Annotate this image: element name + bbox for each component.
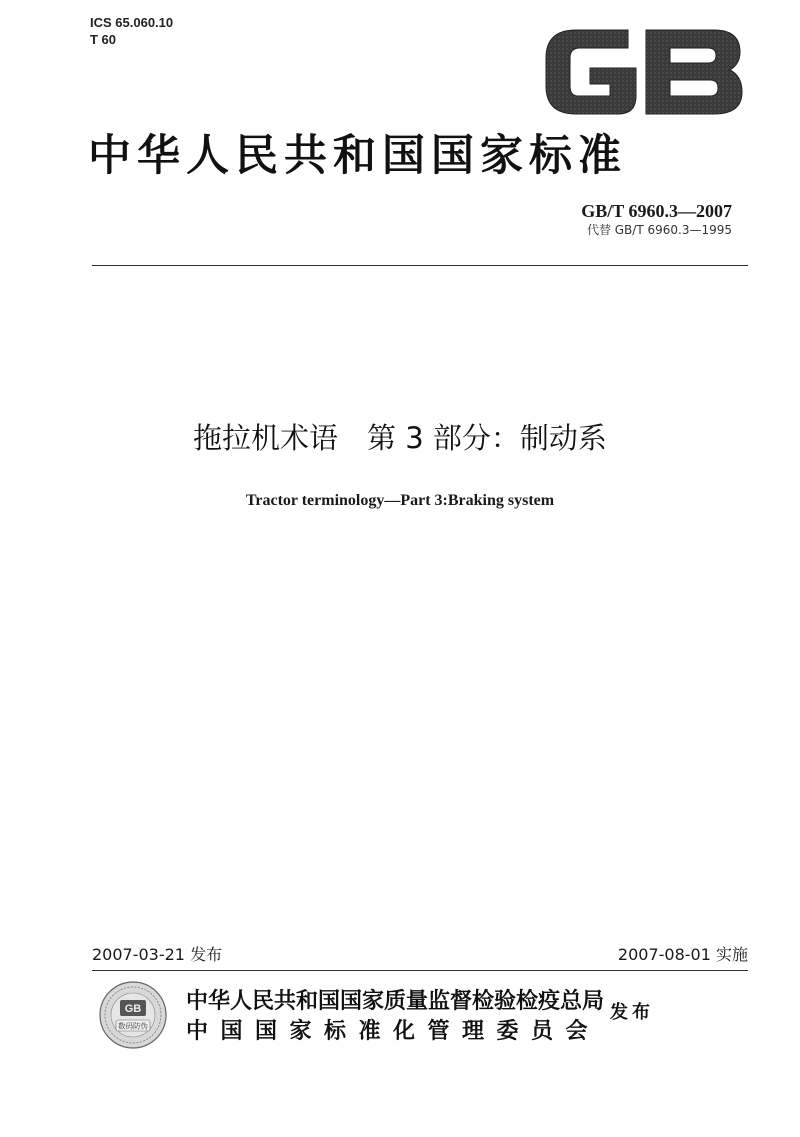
seal-label: 数码防伪 xyxy=(118,1021,148,1031)
ccs-code: T 60 xyxy=(90,32,117,47)
issuing-authorities xyxy=(186,987,604,1047)
publish-label: 发布 xyxy=(610,1002,654,1023)
english-title: Tractor terminology—Part 3:Braking system xyxy=(245,492,555,509)
issuer-aqsiq: 中华人民共和国国家质量监督检验检疫总局 xyxy=(186,989,605,1014)
issuer-sac: 中国国家标准化管理委员会 xyxy=(186,1019,601,1044)
anti-counterfeit-seal-icon xyxy=(98,980,168,1050)
gb-logo-icon xyxy=(538,24,748,120)
standard-number-block xyxy=(581,200,732,238)
standard-category-heading: 中华人民共和国国家标准 xyxy=(88,131,627,181)
standard-number: GB/T 6960.3—2007 xyxy=(581,201,732,221)
svg-text:GB: GB xyxy=(124,1003,142,1015)
footer-divider xyxy=(92,970,748,971)
chinese-title: 拖拉机术语 第 3 部分：制动系 xyxy=(193,421,607,455)
classification-codes xyxy=(90,14,173,48)
replaces-standard: 代替 GB/T 6960.3—1995 xyxy=(586,223,732,237)
implementation-date: 2007-08-01 实施 xyxy=(617,945,748,964)
ics-code: ICS 65.060.10 xyxy=(90,15,174,30)
issue-date: 2007-03-21 发布 xyxy=(92,945,223,964)
header-divider xyxy=(92,265,748,266)
